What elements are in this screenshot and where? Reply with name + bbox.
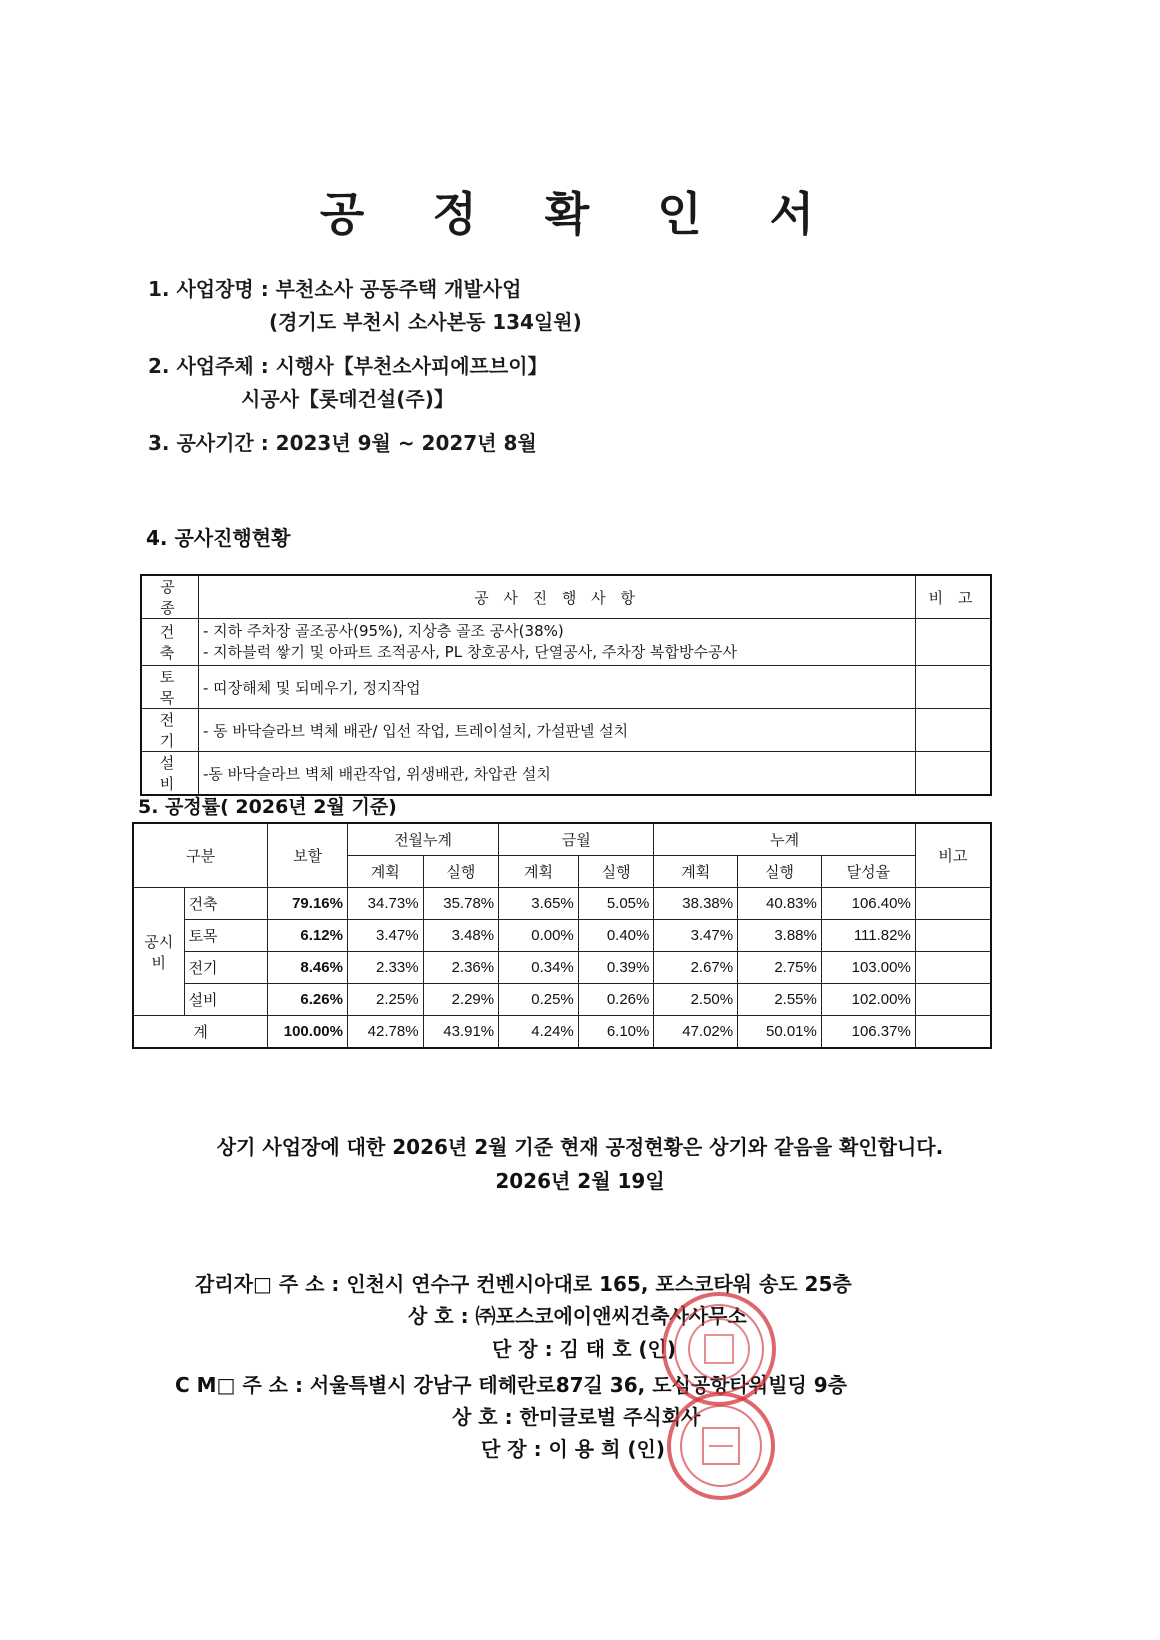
cm-company: 상 호 : 한미글로벌 주식회사 (452, 1405, 701, 1429)
value-cell: 5.05% (578, 888, 654, 920)
header-progress: 공 사 진 행 사 항 (199, 575, 916, 619)
progress-line: - 지하 주차장 골조공사(95%), 지상층 골조 공사(38%) (203, 622, 564, 640)
value-cell: 0.34% (499, 952, 579, 984)
progress-line: -동 바닥슬라브 벽체 배관작업, 위생배관, 차압관 설치 (199, 752, 916, 796)
project-owner: 2. 사업주체 : 시행사【부천소사피에프브이】 (148, 354, 548, 378)
value-cell: 102.00% (821, 984, 915, 1016)
header-trade: 공 종 (141, 575, 199, 619)
value-cell: 50.01% (738, 1016, 822, 1049)
document-title: 공 정 확 인 서 (319, 187, 841, 241)
table-row (141, 752, 991, 796)
group-label: 공시비 (133, 888, 184, 1016)
value-cell: 35.78% (423, 888, 499, 920)
table-row (133, 920, 991, 952)
table-row (141, 709, 991, 752)
row-name: 토목 (184, 920, 268, 952)
document-date: 2026년 2월 19일 (495, 1169, 665, 1193)
row-name: 설비 (184, 984, 268, 1016)
progress-status-table (140, 574, 992, 796)
value-cell: 103.00% (821, 952, 915, 984)
value-cell: 2.36% (423, 952, 499, 984)
value-cell: 3.65% (499, 888, 579, 920)
cm-address: C M□ 주 소 : 서울특별시 강남구 테헤란로87길 36, 도심공항타워빌딩 9층 (175, 1373, 847, 1397)
value-cell: 3.48% (423, 920, 499, 952)
project-period: 3. 공사기간 : 2023년 9월 ~ 2027년 8월 (148, 431, 537, 455)
value-cell: 0.25% (499, 984, 579, 1016)
row-name: 건축 (184, 888, 268, 920)
header-actual: 실행 (738, 856, 822, 888)
header-cumulative: 누계 (654, 823, 915, 856)
value-cell: 0.39% (578, 952, 654, 984)
header-prev: 전월누계 (347, 823, 498, 856)
value-cell: 40.83% (738, 888, 822, 920)
value-cell: 2.25% (347, 984, 423, 1016)
trade-cell: 전 기 (141, 709, 199, 752)
header-actual: 실행 (578, 856, 654, 888)
trade-cell: 설 비 (141, 752, 199, 796)
weight-cell: 6.26% (268, 984, 348, 1016)
value-cell: 3.47% (654, 920, 738, 952)
table-row (133, 984, 991, 1016)
total-row (133, 1016, 991, 1049)
confirmation-text: 상기 사업장에 대한 2026년 2월 기준 현재 공정현황은 상기와 같음을 확인합니다. (216, 1135, 944, 1159)
project-name: 1. 사업장명 : 부천소사 공동주택 개발사업 (148, 277, 522, 301)
header-plan: 계획 (654, 856, 738, 888)
table-row (141, 666, 991, 709)
supervisor-address: 감리자□ 주 소 : 인천시 연수구 컨벤시아대로 165, 포스코타워 송도 25층 (195, 1272, 852, 1296)
header-plan: 계획 (499, 856, 579, 888)
table-row (133, 888, 991, 920)
total-label: 계 (133, 1016, 268, 1049)
value-cell: 3.47% (347, 920, 423, 952)
cm-head: 단 장 : 이 용 희 (인) (481, 1437, 665, 1461)
header-actual: 실행 (423, 856, 499, 888)
supervisor-company: 상 호 : ㈜포스코에이앤씨건축사사무소 (408, 1304, 747, 1328)
value-cell: 4.24% (499, 1016, 579, 1049)
value-cell: 3.88% (738, 920, 822, 952)
value-cell: 0.26% (578, 984, 654, 1016)
value-cell: 38.38% (654, 888, 738, 920)
value-cell: 2.75% (738, 952, 822, 984)
value-cell: 2.29% (423, 984, 499, 1016)
header-category: 구분 (133, 823, 268, 888)
progress-rate-table (132, 822, 992, 1049)
value-cell: 2.55% (738, 984, 822, 1016)
header-weight: 보할 (268, 823, 348, 888)
header-rate: 달성율 (821, 856, 915, 888)
value-cell: 0.00% (499, 920, 579, 952)
header-month: 금월 (499, 823, 654, 856)
section5-heading: 5. 공정률( 2026년 2월 기준) (138, 796, 397, 818)
header-plan: 계획 (347, 856, 423, 888)
header-note: 비 고 (916, 575, 992, 619)
value-cell: 111.82% (821, 920, 915, 952)
value-cell: 106.37% (821, 1016, 915, 1049)
value-cell: 2.50% (654, 984, 738, 1016)
progress-line: - 띠장해체 및 되메우기, 정지작업 (199, 666, 916, 709)
value-cell: 47.02% (654, 1016, 738, 1049)
weight-cell: 8.46% (268, 952, 348, 984)
project-address: (경기도 부천시 소사본동 134일원) (269, 310, 582, 334)
table-row (141, 619, 991, 666)
table-row (133, 952, 991, 984)
value-cell: 106.40% (821, 888, 915, 920)
trade-cell: 토 목 (141, 666, 199, 709)
row-name: 전기 (184, 952, 268, 984)
cm-seal-icon (665, 1390, 777, 1502)
weight-cell: 6.12% (268, 920, 348, 952)
project-contractor: 시공사【롯데건설(주)】 (241, 387, 454, 411)
value-cell: 6.10% (578, 1016, 654, 1049)
weight-cell: 100.00% (268, 1016, 348, 1049)
progress-line: - 동 바닥슬라브 벽체 배관/ 입선 작업, 트레이설치, 가설판넬 설치 (199, 709, 916, 752)
value-cell: 34.73% (347, 888, 423, 920)
progress-line: - 지하블럭 쌓기 및 아파트 조적공사, PL 창호공사, 단열공사, 주차장 복합방수공사 (203, 643, 737, 661)
value-cell: 43.91% (423, 1016, 499, 1049)
value-cell: 2.67% (654, 952, 738, 984)
value-cell: 42.78% (347, 1016, 423, 1049)
section4-heading: 4. 공사진행현황 (146, 526, 291, 550)
supervisor-head: 단 장 : 김 태 호 (인) (492, 1337, 676, 1361)
value-cell: 2.33% (347, 952, 423, 984)
trade-cell: 건 축 (141, 619, 199, 666)
value-cell: 0.40% (578, 920, 654, 952)
weight-cell: 79.16% (268, 888, 348, 920)
header-note: 비고 (915, 823, 991, 888)
